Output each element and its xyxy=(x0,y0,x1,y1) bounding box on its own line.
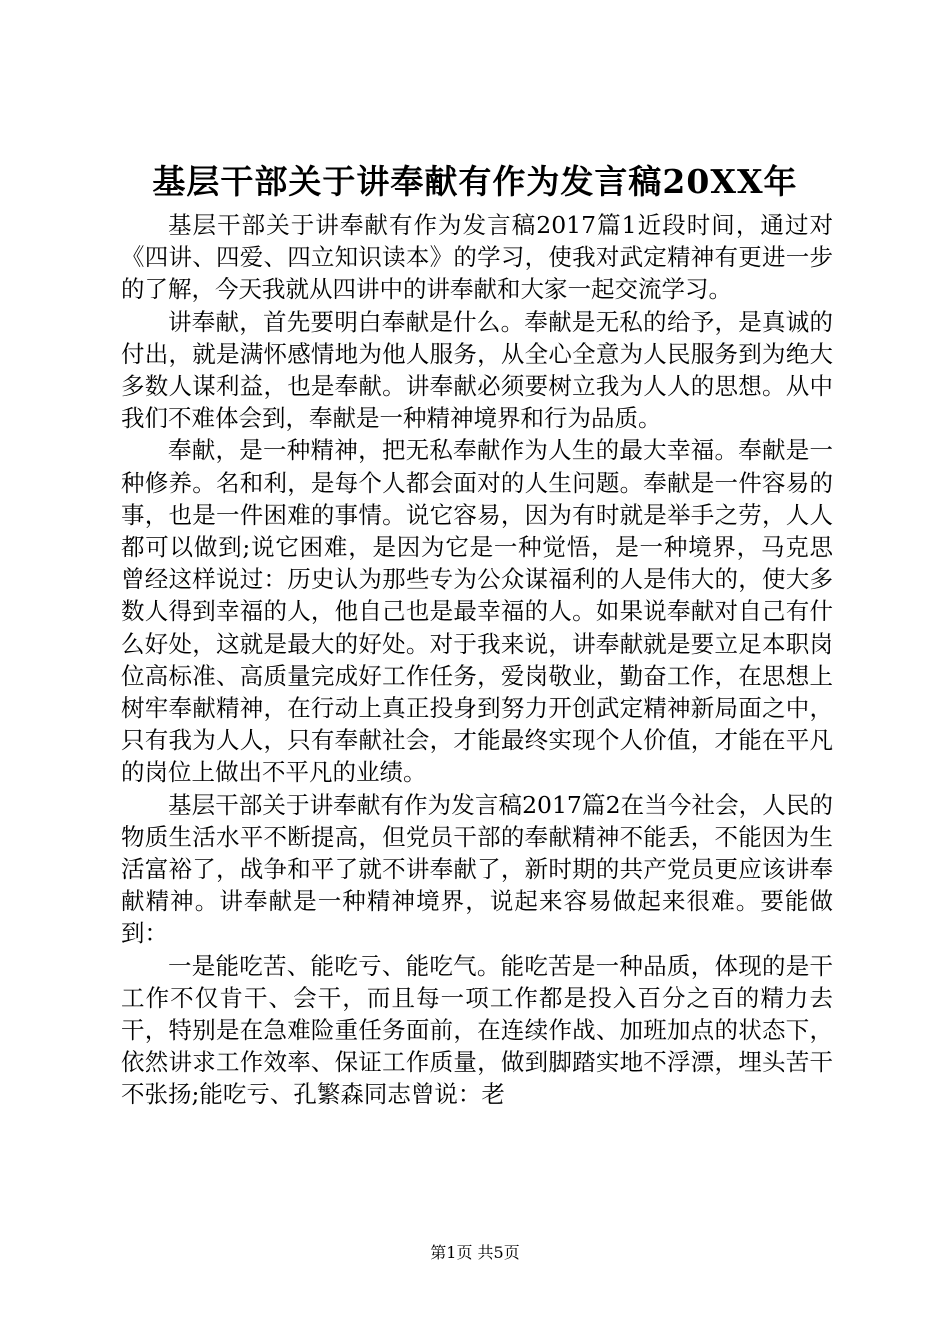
document-body xyxy=(121,209,833,1111)
document-title: 基层干部关于讲奉献有作为发言稿20XX年 xyxy=(152,162,798,201)
paragraph-2: 讲奉献，首先要明白奉献是什么。奉献是无私的给予，是真诚的付出，就是满怀感情地为他人服务，从全心全意为人民服务到为绝大多数人谋利益，也是奉献。讲奉献必须要树立我为人人的思想。从中我们不难体会到，奉献是一种精神境界和行为品质。 xyxy=(121,307,833,433)
paragraph-1: 基层干部关于讲奉献有作为发言稿2017篇1近段时间，通过对《四讲、四爱、四立知识读本》的学习，使我对武定精神有更进一步的了解，今天我就从四讲中的讲奉献和大家一起交流学习。 xyxy=(121,211,833,304)
paragraph-3: 奉献，是一种精神，把无私奉献作为人生的最大幸福。奉献是一种修养。名和利，是每个人都会面对的人生问题。奉献是一件容易的事，也是一件困难的事情。说它容易，因为有时就是举手之劳，人人都可以做到;说它困难，是因为它是一种觉悟，是一种境界，马克思曾经这样说过：历史认为那些专为公众谋福利的人是伟大的，使大多数人得到幸福的人，他自己也是最幸福的人。如果说奉献对自己有什么好处，这就是最大的好处。对于我来说，讲奉献就是要立足本职岗位高标准、高质量完成好工作任务，爱岗敬业，勤奋工作，在思想上树牢奉献精神，在行动上真正投身到努力开创武定精神新局面之中，只有我为人人，只有奉献社会，才能最终实现个人价值，才能在平凡的岗位上做出不平凡的业绩。 xyxy=(121,436,833,787)
paragraph-5: 一是能吃苦、能吃亏、能吃气。能吃苦是一种品质，体现的是干工作不仅肯干、会干，而且每一项工作都是投入百分之百的精力去干，特别是在急难险重任务面前，在连续作战、加班加点的状态下，依然讲求工作效率、保证工作质量，做到脚踏实地不浮漂，埋头苦干不张扬;能吃亏、孔繁森同志曾说：老 xyxy=(121,951,833,1109)
page-footer xyxy=(0,1242,950,1264)
paragraph-4: 基层干部关于讲奉献有作为发言稿2017篇2在当今社会，人民的物质生活水平不断提高，但党员干部的奉献精神不能丢，不能因为生活富裕了，战争和平了就不讲奉献了，新时期的共产党员更应该讲奉献精神。讲奉献是一种精神境界，说起来容易做起来很难。要能做到： xyxy=(121,790,833,948)
page-number: 第1页 xyxy=(430,1243,473,1262)
page-total: 共5页 xyxy=(477,1243,520,1262)
